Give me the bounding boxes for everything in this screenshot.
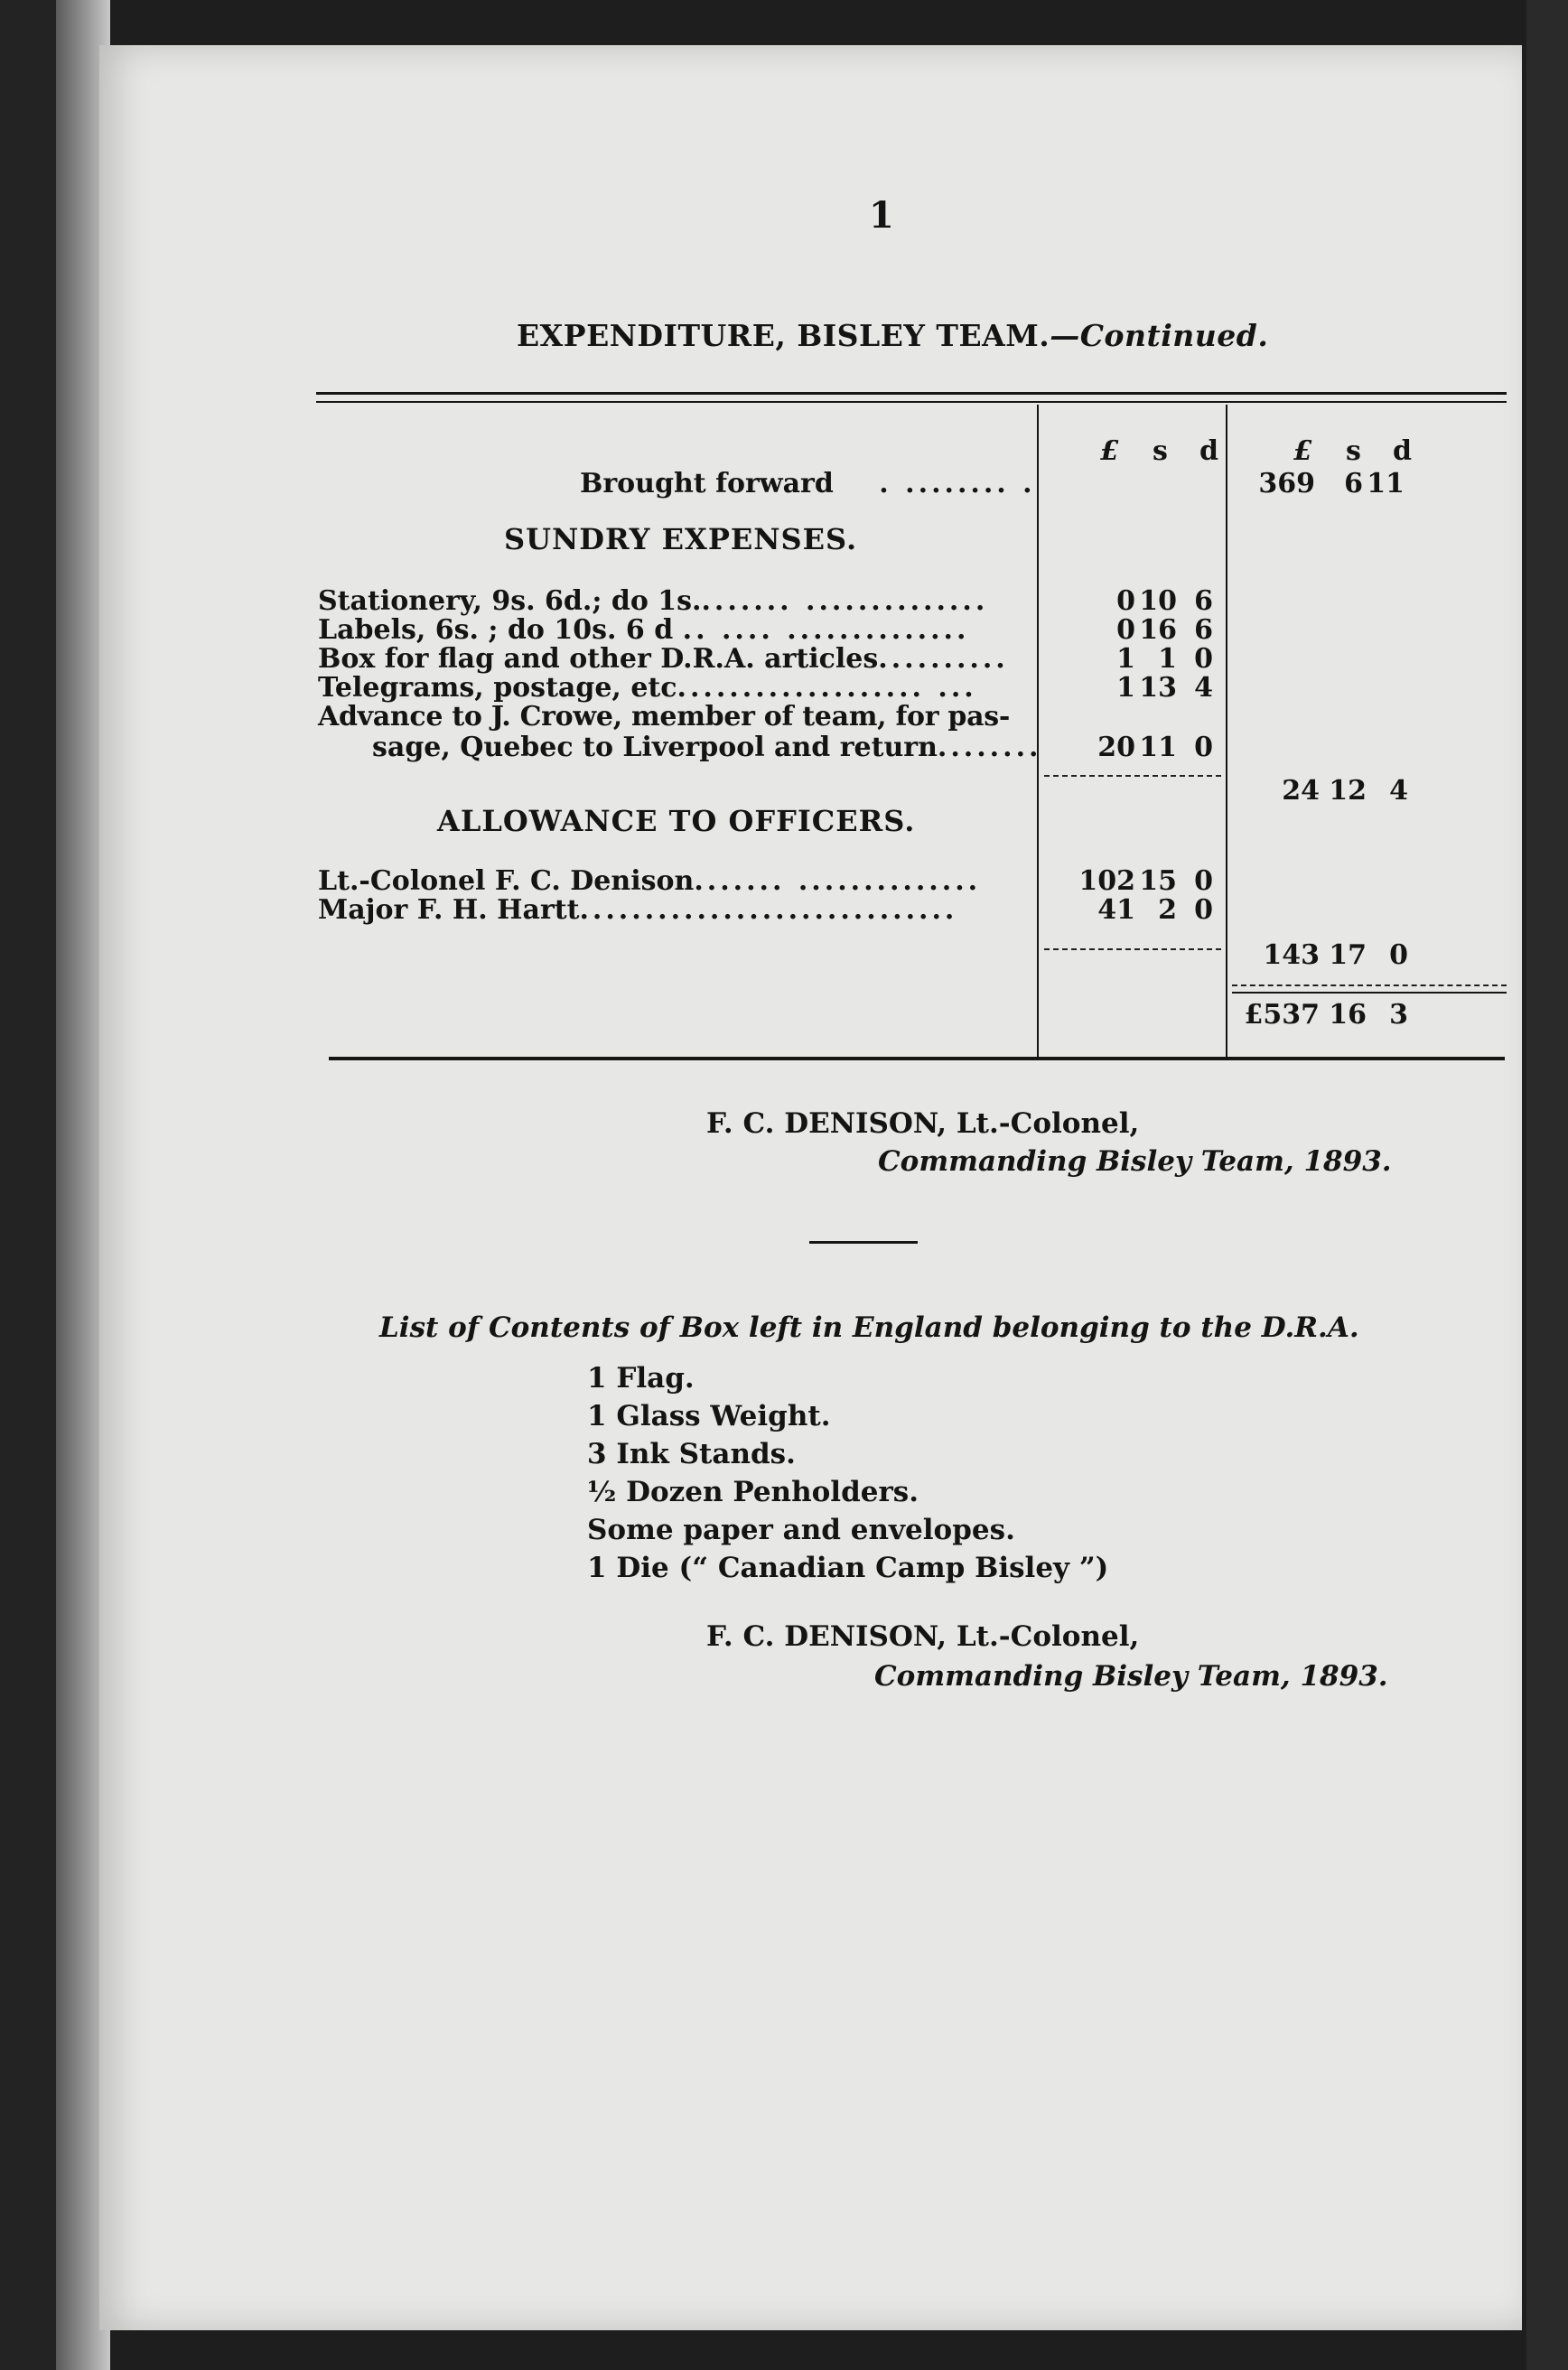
sundry-item-telegrams bbox=[318, 672, 977, 704]
sundry-item-pounds: 1 bbox=[1116, 672, 1135, 704]
sundry-expenses-heading: SUNDRY EXPENSES. bbox=[504, 522, 858, 556]
document-page bbox=[99, 45, 1522, 2330]
sundry-item-shillings: 11 bbox=[1139, 732, 1177, 763]
col2-pound-header: £ bbox=[1293, 435, 1312, 467]
sundry-item-label: Box for flag and other D.R.A. articles bbox=[318, 643, 879, 675]
sundry-item-label: Labels, 6s. ; do 10s. 6 d bbox=[318, 614, 674, 646]
sundry-total-shillings: 12 bbox=[1329, 775, 1367, 807]
allowance-item-pounds: 41 bbox=[1097, 894, 1135, 926]
sundry-item-shillings: 10 bbox=[1139, 585, 1177, 617]
leader-dots: .......... bbox=[878, 643, 1009, 675]
col1-pence-header: d bbox=[1199, 435, 1218, 467]
sundry-item-label: sage, Quebec to Liverpool and return bbox=[372, 732, 938, 763]
sundry-item-labels bbox=[318, 614, 969, 646]
contents-list-item: 1 Die (“ Canadian Camp Bisley ”) bbox=[587, 1552, 1109, 1584]
brought-forward-row bbox=[580, 468, 1036, 499]
allowance-heading: ALLOWANCE TO OFFICERS. bbox=[437, 804, 916, 838]
sundry-item-stationery bbox=[318, 585, 988, 617]
grand-total-pence: 3 bbox=[1389, 999, 1408, 1031]
brought-forward-label: Brought forward bbox=[580, 468, 834, 499]
contents-list-item: 1 Flag. bbox=[587, 1362, 695, 1395]
sundry-subtotal-rule bbox=[1044, 775, 1221, 777]
top-rule-1 bbox=[316, 392, 1507, 395]
leader-dots: ....... .............. bbox=[701, 585, 989, 617]
allowance-total-pence: 0 bbox=[1389, 939, 1408, 971]
sundry-item-advance-line2 bbox=[372, 732, 1041, 763]
brought-forward-pounds: 369 bbox=[1258, 468, 1315, 499]
sundry-item-shillings: 1 bbox=[1158, 643, 1177, 675]
col2-pence-header: d bbox=[1393, 435, 1412, 467]
sundry-item-pence: 4 bbox=[1194, 672, 1213, 704]
sundry-item-shillings: 16 bbox=[1139, 614, 1177, 646]
book-spine-shadow bbox=[0, 0, 56, 2370]
col1-pound-header: £ bbox=[1100, 435, 1119, 467]
brought-forward-dots: . ........ . bbox=[879, 468, 1036, 499]
grand-total-rule-dashed bbox=[1232, 984, 1507, 986]
sundry-item-pounds: 20 bbox=[1097, 732, 1135, 763]
leader-dots: ............................. bbox=[579, 894, 958, 926]
sundry-item-box bbox=[318, 643, 1009, 675]
title-main: EXPENDITURE, BISLEY TEAM. bbox=[517, 318, 1050, 353]
leader-dots: ................... ... bbox=[677, 672, 977, 704]
allowance-total-shillings: 17 bbox=[1329, 939, 1367, 971]
brought-forward-pence: 11 bbox=[1367, 468, 1405, 499]
sundry-item-pounds: 0 bbox=[1116, 585, 1135, 617]
sundry-item-label: Telegrams, postage, etc bbox=[318, 672, 677, 704]
page-title bbox=[517, 318, 1268, 353]
leader-dots: ........ bbox=[937, 732, 1042, 763]
grand-total-rule bbox=[1232, 992, 1507, 994]
allowance-item-denison bbox=[318, 865, 981, 897]
column-divider-1 bbox=[1037, 405, 1039, 1057]
sundry-item-pence: 6 bbox=[1194, 614, 1213, 646]
sundry-item-pence: 6 bbox=[1194, 585, 1213, 617]
contents-list-item: 1 Glass Weight. bbox=[587, 1400, 831, 1432]
contents-list-title: List of Contents of Box left in England belonging to the D.R.A. bbox=[379, 1311, 1359, 1344]
page-edge-right bbox=[1526, 0, 1568, 2370]
allowance-item-pounds: 102 bbox=[1078, 865, 1135, 897]
col1-shilling-header: s bbox=[1153, 435, 1168, 467]
sundry-item-shillings: 13 bbox=[1139, 672, 1177, 704]
page-number: 1 bbox=[869, 194, 894, 237]
contents-list-item: ½ Dozen Penholders. bbox=[587, 1476, 919, 1508]
allowance-subtotal-rule bbox=[1044, 948, 1221, 950]
grand-total-pounds: £537 bbox=[1244, 999, 1320, 1031]
section-separator bbox=[809, 1241, 918, 1244]
contents-list-item: Some paper and envelopes. bbox=[587, 1514, 1015, 1546]
allowance-item-label: Major F. H. Hartt bbox=[318, 894, 580, 926]
signature2-name: F. C. DENISON, Lt.-Colonel, bbox=[706, 1620, 1140, 1653]
sundry-total-pounds: 24 bbox=[1282, 775, 1320, 807]
top-rule-2 bbox=[316, 401, 1507, 403]
signature2-role: Commanding Bisley Team, 1893. bbox=[874, 1660, 1388, 1693]
allowance-item-pence: 0 bbox=[1194, 894, 1213, 926]
col2-shilling-header: s bbox=[1346, 435, 1361, 467]
allowance-item-label: Lt.-Colonel F. C. Denison bbox=[318, 865, 695, 897]
sundry-item-pence: 0 bbox=[1194, 732, 1213, 763]
sundry-item-pounds: 0 bbox=[1116, 614, 1135, 646]
sundry-item-label: Stationery, 9s. 6d.; do 1s. bbox=[318, 585, 702, 617]
contents-list-item: 3 Ink Stands. bbox=[587, 1438, 796, 1470]
grand-total-shillings: 16 bbox=[1329, 999, 1367, 1031]
sundry-item-pence: 0 bbox=[1194, 643, 1213, 675]
signature1-role: Commanding Bisley Team, 1893. bbox=[878, 1145, 1392, 1178]
allowance-item-shillings: 15 bbox=[1139, 865, 1177, 897]
leader-dots: .. .... .............. bbox=[682, 614, 970, 646]
brought-forward-shillings: 6 bbox=[1344, 468, 1363, 499]
allowance-item-hartt bbox=[318, 894, 957, 926]
leader-dots: ....... .............. bbox=[694, 865, 982, 897]
allowance-item-pence: 0 bbox=[1194, 865, 1213, 897]
allowance-total-pounds: 143 bbox=[1263, 939, 1320, 971]
sundry-item-advance-line1: Advance to J. Crowe, member of team, for pas- bbox=[318, 701, 1010, 732]
column-divider-2 bbox=[1226, 405, 1227, 1057]
title-continued: —Continued. bbox=[1050, 318, 1269, 353]
table-bottom-rule bbox=[329, 1057, 1505, 1060]
allowance-item-shillings: 2 bbox=[1158, 894, 1177, 926]
signature1-name: F. C. DENISON, Lt.-Colonel, bbox=[706, 1107, 1140, 1140]
sundry-total-pence: 4 bbox=[1389, 775, 1408, 807]
sundry-item-pounds: 1 bbox=[1116, 643, 1135, 675]
